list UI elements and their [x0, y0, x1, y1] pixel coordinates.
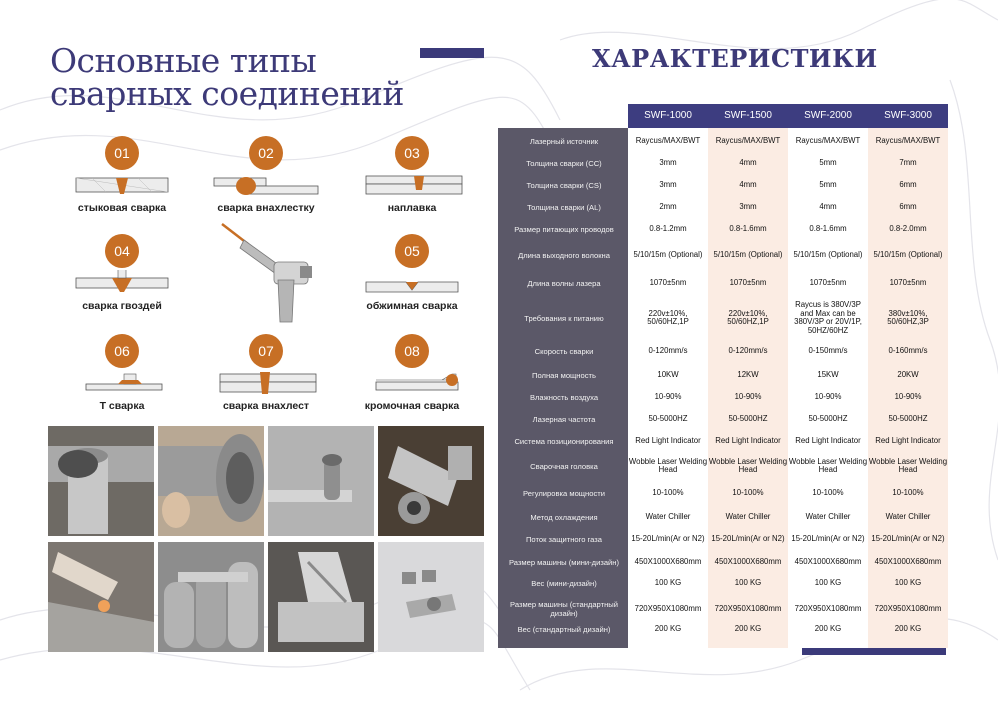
spec-cell: 450X1000X680mm	[794, 556, 862, 566]
spec-cell: 380v±10%, 50/60HZ,3P	[887, 308, 929, 326]
lap-weld-diagram	[206, 172, 326, 202]
spec-cell: 1070±5nm	[809, 277, 847, 287]
spec-cell: 3mm	[739, 201, 757, 211]
weld-label: Т сварка	[99, 400, 145, 412]
spec-cell: 6mm	[899, 201, 917, 211]
t-weld-diagram	[62, 370, 182, 400]
spec-cell: Red Light Indicator	[795, 435, 861, 445]
weld-number-badge: 08	[395, 334, 429, 368]
spec-row-label: Метод охлаждения	[530, 512, 598, 522]
spec-cell: Wobble Laser Welding Head	[788, 456, 868, 474]
spec-cell: Raycus/MAX/BWT	[635, 135, 701, 145]
spec-cell: 720X950X1080mm	[794, 603, 862, 613]
spec-cell: 0-160mm/s	[888, 345, 928, 355]
spec-cell: 450X1000X680mm	[714, 556, 782, 566]
spec-cell: 0.8-2.0mm	[889, 223, 927, 233]
spec-cell: 15-20L/min(Ar or N2)	[631, 533, 705, 543]
weld-number-badge: 02	[249, 136, 283, 170]
spec-row-label: Размер машины (мини-дизайн)	[508, 557, 620, 567]
bent-bracket-weld-photo	[268, 426, 374, 536]
edge-weld-diagram	[352, 370, 472, 400]
spec-cell: Wobble Laser Welding Head	[708, 456, 788, 474]
spec-row-label: Вес (стандартный дизайн)	[517, 624, 611, 634]
spec-cell: 0.8-1.6mm	[809, 223, 847, 233]
model-header: SWF-1000	[644, 110, 692, 121]
model-header: SWF-2000	[804, 110, 852, 121]
weld-type-03	[342, 136, 482, 236]
accent-bar-bottom	[802, 648, 946, 655]
weld-label: стыковая сварка	[77, 202, 167, 214]
title-line-2: сварных соединений	[50, 74, 404, 113]
hand-welding-sheet-photo	[48, 542, 154, 652]
spec-cell: 5/10/15m (Optional)	[713, 249, 783, 259]
model-header: SWF-3000	[884, 110, 932, 121]
spec-cell: 10-90%	[814, 391, 842, 401]
accent-bar	[420, 48, 484, 58]
spec-row-label: Требования к питанию	[524, 313, 604, 323]
spec-cell: 3mm	[659, 179, 677, 189]
spec-cell: 5mm	[819, 157, 837, 167]
specs-title: ХАРАКТЕРИСТИКИ	[592, 44, 878, 73]
nut-plate-weld-photo	[378, 542, 484, 652]
spec-cell: 450X1000X680mm	[634, 556, 702, 566]
spec-cell: 1070±5nm	[889, 277, 927, 287]
spec-cell: Red Light Indicator	[715, 435, 781, 445]
spec-cell: 200 KG	[734, 623, 762, 633]
laser-welding-gun-picture	[218, 222, 320, 330]
spec-cell: 0-120mm/s	[648, 345, 688, 355]
spec-row-label: Регулировка мощности	[523, 488, 605, 498]
spec-row-label: Толщина сварки (CS)	[526, 180, 602, 190]
weld-type-05	[342, 234, 482, 334]
weld-number-badge: 05	[395, 234, 429, 268]
spec-cell: 220v±10%, 50/60HZ,1P	[647, 308, 689, 326]
spec-cell: 5/10/15m (Optional)	[873, 249, 943, 259]
weld-number-badge: 03	[395, 136, 429, 170]
spec-cell: 6mm	[899, 179, 917, 189]
spec-cell: 0.8-1.2mm	[649, 223, 687, 233]
model-header: SWF-1500	[724, 110, 772, 121]
butt-weld-diagram	[62, 172, 182, 202]
spec-cell: Water Chiller	[885, 511, 931, 521]
pipe-flange-weld-photo	[158, 426, 264, 536]
spec-cell: 0.8-1.6mm	[729, 223, 767, 233]
spec-row-label: Полная мощность	[532, 370, 596, 380]
weld-number-badge: 01	[105, 136, 139, 170]
spec-row-label: Толщина сварки (CC)	[526, 158, 602, 168]
spec-cell: 10-100%	[892, 487, 924, 497]
weld-type-04	[52, 234, 192, 334]
spec-cell: Water Chiller	[645, 511, 691, 521]
spec-cell: 2mm	[659, 201, 677, 211]
spec-cell: Raycus/MAX/BWT	[875, 135, 941, 145]
spec-cell: 100 KG	[814, 577, 842, 587]
spec-cell: 0-150mm/s	[808, 345, 848, 355]
spec-cell: 200 KG	[894, 623, 922, 633]
surfacing-weld-diagram	[352, 172, 472, 202]
spec-cell: Red Light Indicator	[635, 435, 701, 445]
weld-number-badge: 04	[105, 234, 139, 268]
spec-cell: 10-100%	[812, 487, 844, 497]
spec-cell: 10-100%	[732, 487, 764, 497]
spec-row-label: Размер питающих проводов	[514, 224, 614, 234]
tee-pipe-weld-photo	[48, 426, 154, 536]
spec-cell: 10-90%	[654, 391, 682, 401]
spec-cell: 3mm	[659, 157, 677, 167]
spec-cell: 4mm	[739, 157, 757, 167]
spec-cell: 100 KG	[734, 577, 762, 587]
spec-cell: 4mm	[739, 179, 757, 189]
crimp-weld-diagram	[352, 270, 472, 300]
spec-cell: 720X950X1080mm	[634, 603, 702, 613]
spec-cell: 200 KG	[814, 623, 842, 633]
spec-cell: 50-5000HZ	[888, 413, 928, 423]
spec-cell: 5/10/15m (Optional)	[793, 249, 863, 259]
spec-row-label: Поток защитного газа	[525, 534, 603, 544]
spec-cell: 7mm	[899, 157, 917, 167]
plate-frame-weld-photo	[268, 542, 374, 652]
spec-cell: 0-120mm/s	[728, 345, 768, 355]
spec-row-label: Толщина сварки (AL)	[527, 202, 601, 212]
spec-cell: 5/10/15m (Optional)	[633, 249, 703, 259]
spec-cell: Red Light Indicator	[875, 435, 941, 445]
spec-cell: Wobble Laser Welding Head	[868, 456, 948, 474]
weld-type-06	[52, 334, 192, 434]
weld-type-02	[196, 136, 336, 236]
spec-cell: 15-20L/min(Ar or N2)	[711, 533, 785, 543]
weld-label: обжимная сварка	[366, 300, 458, 312]
battery-cells-weld-photo	[158, 542, 264, 652]
spec-cell: 450X1000X680mm	[874, 556, 942, 566]
spec-cell: 5mm	[819, 179, 837, 189]
stud-weld-diagram	[62, 270, 182, 300]
spec-cell: 10KW	[657, 369, 679, 379]
weld-type-07	[196, 334, 336, 434]
weld-number-badge: 07	[249, 334, 283, 368]
spec-cell: 10-90%	[734, 391, 762, 401]
spec-cell: Raycus is 380V/3P and Max can be 380V/3P or 20V/1P, 50HZ/60HZ	[794, 300, 862, 335]
overlap-weld-diagram	[206, 370, 326, 400]
spec-cell: 100 KG	[894, 577, 922, 587]
threaded-fitting-weld-photo	[378, 426, 484, 536]
specifications-table	[498, 104, 948, 648]
spec-cell: 4mm	[819, 201, 837, 211]
spec-cell: 20KW	[897, 369, 919, 379]
spec-row-label: Скорость сварки	[534, 346, 594, 356]
weld-type-08	[342, 334, 482, 434]
weld-label: наплавка	[387, 202, 437, 214]
title-line-1: Основные типы	[50, 41, 317, 80]
spec-cell: 200 KG	[654, 623, 682, 633]
spec-cell: 10-100%	[652, 487, 684, 497]
spec-row-label: Сварочная головка	[530, 461, 598, 471]
spec-cell: 100 KG	[654, 577, 682, 587]
spec-cell: 50-5000HZ	[808, 413, 848, 423]
spec-row-label: Длина выходного волокна	[518, 250, 610, 260]
spec-cell: Raycus/MAX/BWT	[795, 135, 861, 145]
weld-label: сварка внахлестку	[217, 202, 315, 214]
spec-cell: Water Chiller	[725, 511, 771, 521]
page-title	[50, 41, 404, 113]
weld-type-01	[52, 136, 192, 236]
spec-cell: 220v±10%, 50/60HZ,1P	[727, 308, 769, 326]
spec-cell: 50-5000HZ	[728, 413, 768, 423]
spec-row-label: Влажность воздуха	[529, 392, 599, 402]
spec-cell: Raycus/MAX/BWT	[715, 135, 781, 145]
weld-number-badge: 06	[105, 334, 139, 368]
spec-cell: 15-20L/min(Ar or N2)	[791, 533, 865, 543]
weld-label: сварка внахлест	[222, 400, 310, 412]
spec-cell: 720X950X1080mm	[714, 603, 782, 613]
spec-cell: Water Chiller	[805, 511, 851, 521]
weld-label: сварка гвоздей	[82, 300, 162, 312]
spec-cell: 50-5000HZ	[648, 413, 688, 423]
weld-label: кромочная сварка	[364, 400, 460, 412]
spec-row-label: Размер машины (стандартный дизайн)	[510, 600, 618, 618]
spec-cell: 1070±5nm	[649, 277, 687, 287]
spec-row-label: Длина волны лазера	[527, 278, 601, 288]
spec-cell: Wobble Laser Welding Head	[628, 456, 708, 474]
spec-cell: 15-20L/min(Ar or N2)	[871, 533, 945, 543]
spec-cell: 10-90%	[894, 391, 922, 401]
spec-row-label: Система позиционирования	[514, 436, 614, 446]
spec-cell: 1070±5nm	[729, 277, 767, 287]
spec-row-label: Вес (мини-дизайн)	[531, 578, 597, 588]
spec-cell: 15KW	[817, 369, 839, 379]
spec-cell: 720X950X1080mm	[874, 603, 942, 613]
spec-row-label: Лазерный источник	[529, 136, 599, 146]
spec-row-label: Лазерная частота	[532, 414, 596, 424]
spec-cell: 12KW	[737, 369, 759, 379]
